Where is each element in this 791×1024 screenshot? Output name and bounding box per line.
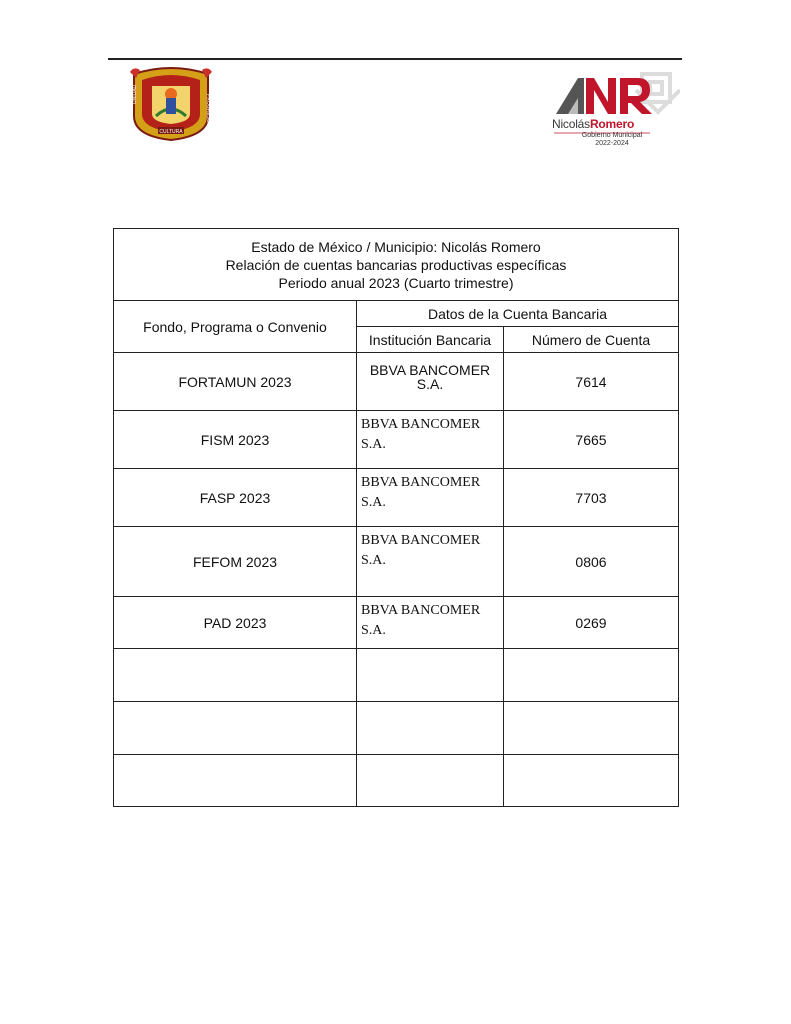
bank-line-2: S.A. <box>361 623 386 638</box>
logo-years: 2022-2024 <box>595 140 629 147</box>
table-row <box>114 411 679 469</box>
bank-cell <box>357 597 504 649</box>
municipal-seal-icon <box>128 64 214 142</box>
table-title <box>114 229 679 301</box>
fund-cell: PAD 2023 <box>114 597 357 649</box>
bank-cell <box>357 702 504 755</box>
bank-line-1: BBVA BANCOMER <box>361 533 481 548</box>
account-cell: 7614 <box>504 353 679 411</box>
fund-cell: FEFOM 2023 <box>114 527 357 597</box>
account-cell <box>504 755 679 807</box>
bank-line-1: BBVA BANCOMER <box>361 417 481 432</box>
logo-subtitle <box>572 132 652 148</box>
fund-cell: FISM 2023 <box>114 411 357 469</box>
fund-cell <box>114 649 357 702</box>
seal-word-cultura: CULTURA <box>159 129 183 135</box>
col-group-header: Datos de la Cuenta Bancaria <box>357 301 679 327</box>
table-row <box>114 702 679 755</box>
account-cell <box>504 649 679 702</box>
col-fund-header: Fondo, Programa o Convenio <box>114 301 357 353</box>
fund-cell <box>114 755 357 807</box>
bank-cell <box>357 527 504 597</box>
bank-line-1: BBVA BANCOMER <box>361 475 481 490</box>
title-line-2: Relación de cuentas bancarias productivas específicas <box>225 256 567 273</box>
header-row-1 <box>114 301 679 327</box>
logo-name-first: Nicolás <box>552 117 590 131</box>
col-account-header: Número de Cuenta <box>504 327 679 353</box>
table-row <box>114 527 679 597</box>
bank-cell <box>357 353 504 411</box>
bank-line-2: S.A. <box>361 553 386 568</box>
title-line-1: Estado de México / Municipio: Nicolás Romero <box>251 238 541 255</box>
fund-cell <box>114 702 357 755</box>
table-row <box>114 353 679 411</box>
bank-cell <box>357 411 504 469</box>
account-cell: 7665 <box>504 411 679 469</box>
account-cell <box>504 702 679 755</box>
seal-word-unidad: UNIDAD <box>132 84 138 104</box>
fund-cell: FORTAMUN 2023 <box>114 353 357 411</box>
bank-line-1: BBVA BANCOMER <box>369 362 491 378</box>
bank-line-2: S.A. <box>361 495 386 510</box>
bank-cell <box>357 649 504 702</box>
title-line-3: Periodo anual 2023 (Cuarto trimestre) <box>278 274 514 291</box>
bank-cell <box>357 469 504 527</box>
table-row <box>114 649 679 702</box>
table-row <box>114 469 679 527</box>
account-cell: 0806 <box>504 527 679 597</box>
bank-cell <box>357 755 504 807</box>
top-rule <box>108 58 682 60</box>
bank-line-2: S.A. <box>361 437 386 452</box>
account-cell: 7703 <box>504 469 679 527</box>
table-title-row <box>114 229 679 301</box>
account-cell: 0269 <box>504 597 679 649</box>
logo-name-second: Romero <box>589 117 635 131</box>
bank-line-2: S.A. <box>416 376 444 392</box>
fund-cell: FASP 2023 <box>114 469 357 527</box>
logo-subtitle-line: Gobierno Municipal <box>581 132 643 139</box>
table-row <box>114 597 679 649</box>
table-row <box>114 755 679 807</box>
bank-accounts-table <box>113 228 679 807</box>
logo-name <box>552 117 662 131</box>
bank-line-1: BBVA BANCOMER <box>361 603 481 618</box>
seal-word-progreso: PROGRESO <box>205 94 211 123</box>
col-bank-header: Institución Bancaria <box>357 327 504 353</box>
